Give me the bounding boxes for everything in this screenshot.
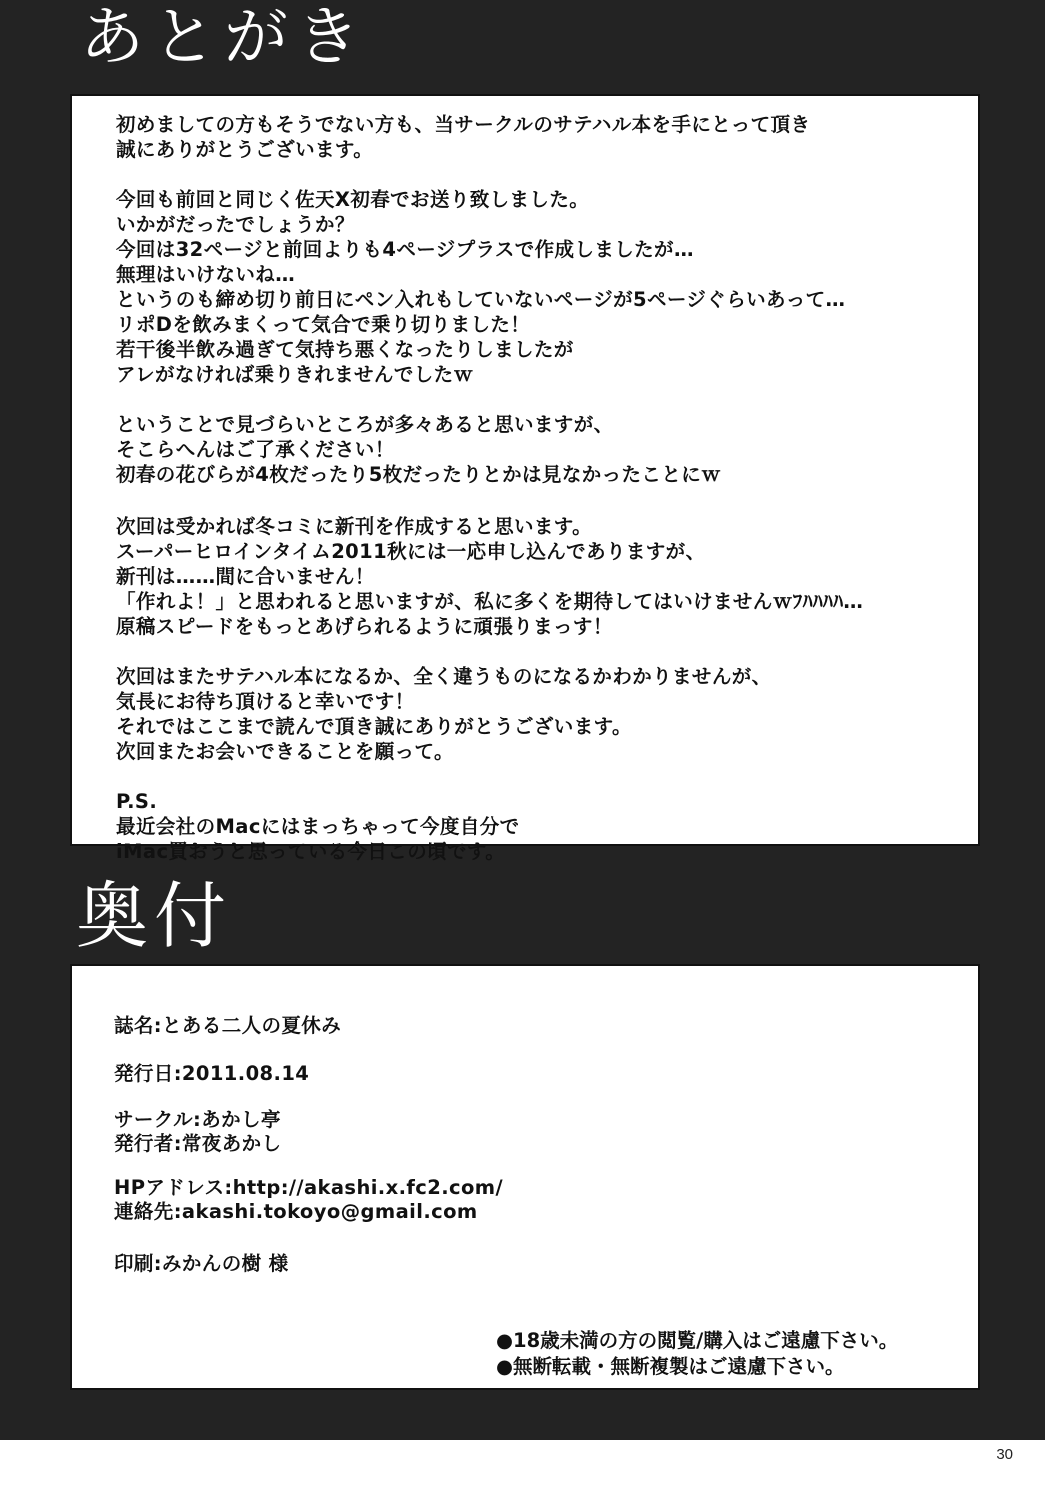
afterword-line: そこらへんはご了承ください！ (116, 438, 395, 461)
afterword-line: 「作れよ！」と思われると思いますが、私に多くを期待してはいけませんｗﾌﾊﾊﾊﾊ… (116, 590, 864, 613)
afterword-heading: あとがき (80, 1, 368, 75)
afterword-line: いかがだったでしょうか？ (116, 213, 355, 236)
afterword-line: 初めましての方もそうでない方も、当サークルのサテハル本を手にとって頂き (116, 113, 811, 136)
afterword-line: アレがなければ乗りきれませんでしたｗ (116, 363, 474, 386)
afterword-line: というのも締め切り前日にペン入れもしていないページが5ページぐらいあって… (116, 288, 846, 311)
colophon-publisher: 発行者:常夜あかし (114, 1132, 282, 1155)
afterword-panel (70, 94, 980, 863)
colophon-contact: 連絡先:akashi.tokoyo@gmail.com (114, 1200, 478, 1223)
afterword-line: 気長にお待ち頂けると幸いです！ (116, 690, 415, 713)
colophon-printer: 印刷:みかんの樹 様 (114, 1252, 289, 1275)
afterword-line: 初春の花びらが4枚だったり5枚だったりとかは見なかったことにｗ (116, 463, 722, 486)
age-restriction-notice: ●18歳未満の方の閲覧/購入はご遠慮下さい。 (496, 1329, 899, 1352)
afterword-line: 今回は32ページと前回よりも4ページプラスで作成しましたが… (116, 238, 694, 261)
colophon-issue-date: 発行日:2011.08.14 (114, 1062, 310, 1085)
afterword-line: 誠にありがとうございます。 (116, 138, 374, 161)
afterword-line: 原稿スピードをもっとあげられるように頑張りまっす！ (116, 615, 613, 638)
no-reproduction-notice: ●無断転載・無断複製はご遠慮下さい。 (496, 1355, 845, 1378)
afterword-paragraph-1 (116, 112, 978, 162)
colophon-circle: サークル:あかし亭 (114, 1108, 281, 1131)
afterword-paragraph-4 (116, 514, 978, 639)
afterword-line: それではここまで読んで頂き誠にありがとうございます。 (116, 715, 632, 738)
afterword-paragraph-3 (116, 412, 978, 487)
colophon-heading: 奥付 (76, 874, 233, 958)
afterword-paragraph-5 (116, 664, 978, 764)
afterword-line: 次回はまたサテハル本になるか、全く違うものになるかわかりませんが、 (116, 665, 772, 688)
afterword-paragraph-2 (116, 187, 978, 387)
afterword-line: スーパーヒロインタイム2011秋には一応申し込んでありますが、 (116, 540, 706, 563)
colophon-notices (496, 1328, 898, 1380)
afterword-line: ということで見づらいところが多々あると思いますが、 (116, 413, 614, 436)
afterword-line: 若干後半飲み過ぎて気持ち悪くなったりしましたが (116, 338, 574, 361)
colophon-title: 誌名:とある二人の夏休み (114, 1014, 342, 1037)
afterword-line: 最近会社のMacにはまっちゃって今度自分で (116, 815, 520, 838)
page-number: 30 (996, 1446, 1013, 1463)
afterword-line: 今回も前回と同じく佐天X初春でお送り致しました。 (116, 188, 590, 211)
colophon-homepage: HPアドレス:http://akashi.x.fc2.com/ (114, 1176, 504, 1199)
colophon-panel (70, 964, 980, 1390)
afterword-line: 新刊は……間に合いません！ (116, 565, 375, 588)
afterword-line: P.S. (116, 790, 158, 813)
afterword-line: リポDを飲みまくって気合で乗り切りました！ (116, 313, 531, 336)
afterword-line: 次回は受かれば冬コミに新刊を作成すると思います。 (116, 515, 593, 538)
afterword-paragraph-6 (116, 789, 978, 864)
afterword-line: 次回またお会いできることを願って。 (116, 740, 454, 763)
afterword-line: iMac買おうと思っている今日この頃です。 (116, 840, 506, 863)
afterword-line: 無理はいけないね… (116, 263, 296, 286)
